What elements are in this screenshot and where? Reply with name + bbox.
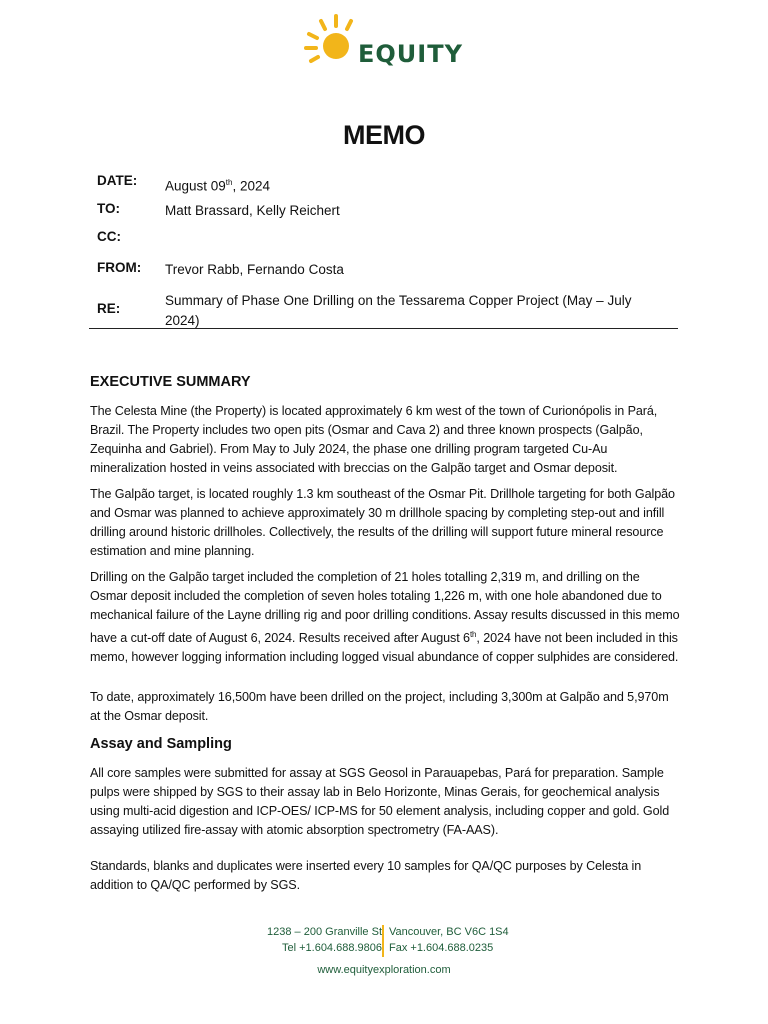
re-value: Summary of Phase One Drilling on the Tessarema Copper Project (May – July 2024)	[165, 293, 632, 328]
footer-fax: Fax +1.604.688.0235	[389, 942, 494, 954]
exec-paragraph-1: The Celesta Mine (the Property) is located approximately 6 km west of the town of Curionópolis in Pará, Brazil. The Property includes two open pits (Osmar and Cava 2) and three known prospects (Galpão, Zequinha and Gabriel). From May to July 2024, the phase one drilling program targeted Cu-Au mineralization hosted in veins associated with breccias on the Galpão target and Osmar deposit.	[90, 404, 658, 475]
date-label: DATE:	[97, 173, 138, 188]
assay-paragraph-1: All core samples were submitted for assay at SGS Geosol in Parauapebas, Pará for preparation. Sample pulps were shipped by SGS to their assay lab in Belo Horizonte, Minas Gerais, for geochemical analysis using multi-acid digestion and ICP-OES/ ICP-MS for 50 element analysis, including copper and gold. Gold assaying utilized fire-assay with atomic absorption spectrometry (FA-AAS).	[90, 766, 670, 837]
exec-paragraph-3: Drilling on the Galpão target included the completion of 21 holes totalling 2,319 m, and drilling on the Osmar deposit included the completion of seven holes totaling 1,226 m, with one hole abandoned due to mechanical failure of the Layne drilling rig and poor drilling conditions. Assay results discussed in this memo have a cut-off date of August 6, 2024. Results received after August 6th, 2024 have not been included in this memo, however logging information including logged visual abundance of copper sulphides are considered.	[90, 570, 680, 665]
assay-paragraph-2: Standards, blanks and duplicates were inserted every 10 samples for QA/QC purposes by Celesta in addition to QA/QC performed by SGS.	[90, 859, 642, 892]
footer-tel: Tel +1.604.688.9806	[281, 942, 382, 954]
memo-title: MEMO	[343, 120, 425, 150]
sun-icon	[303, 10, 355, 70]
footer-website-link[interactable]: www.equityexploration.com	[317, 964, 451, 976]
header-divider	[89, 328, 678, 329]
assay-heading: Assay and Sampling	[90, 736, 232, 752]
footer-address-right: Vancouver, BC V6C 1S4	[389, 926, 509, 938]
footer-divider	[382, 925, 384, 957]
equity-logo	[303, 10, 463, 70]
re-label: RE:	[97, 301, 121, 316]
from-value: Trevor Rabb, Fernando Costa	[165, 262, 344, 277]
logo-wordmark: EQUITY	[358, 40, 463, 68]
to-value: Matt Brassard, Kelly Reichert	[165, 203, 340, 218]
to-label: TO:	[97, 201, 120, 216]
footer-address-left: 1238 – 200 Granville St	[267, 926, 382, 938]
cc-label: CC:	[97, 229, 121, 244]
exec-paragraph-4: To date, approximately 16,500m have been drilled on the project, including 3,300m at Galpão and 5,970m at the Osmar deposit.	[90, 690, 669, 723]
date-value: August 09th, 2024	[165, 178, 271, 194]
executive-summary-heading: EXECUTIVE SUMMARY	[90, 374, 251, 390]
from-label: FROM:	[97, 260, 142, 275]
exec-paragraph-2: The Galpão target, is located roughly 1.3 km southeast of the Osmar Pit. Drillhole targeting for both Galpão and Osmar was planned to achieve approximately 30 m drillhole spacing by completing step-out and infill drilling around historic drillholes. Collectively, the results of the drilling will support future mineral resource estimation and mine planning.	[90, 487, 675, 558]
